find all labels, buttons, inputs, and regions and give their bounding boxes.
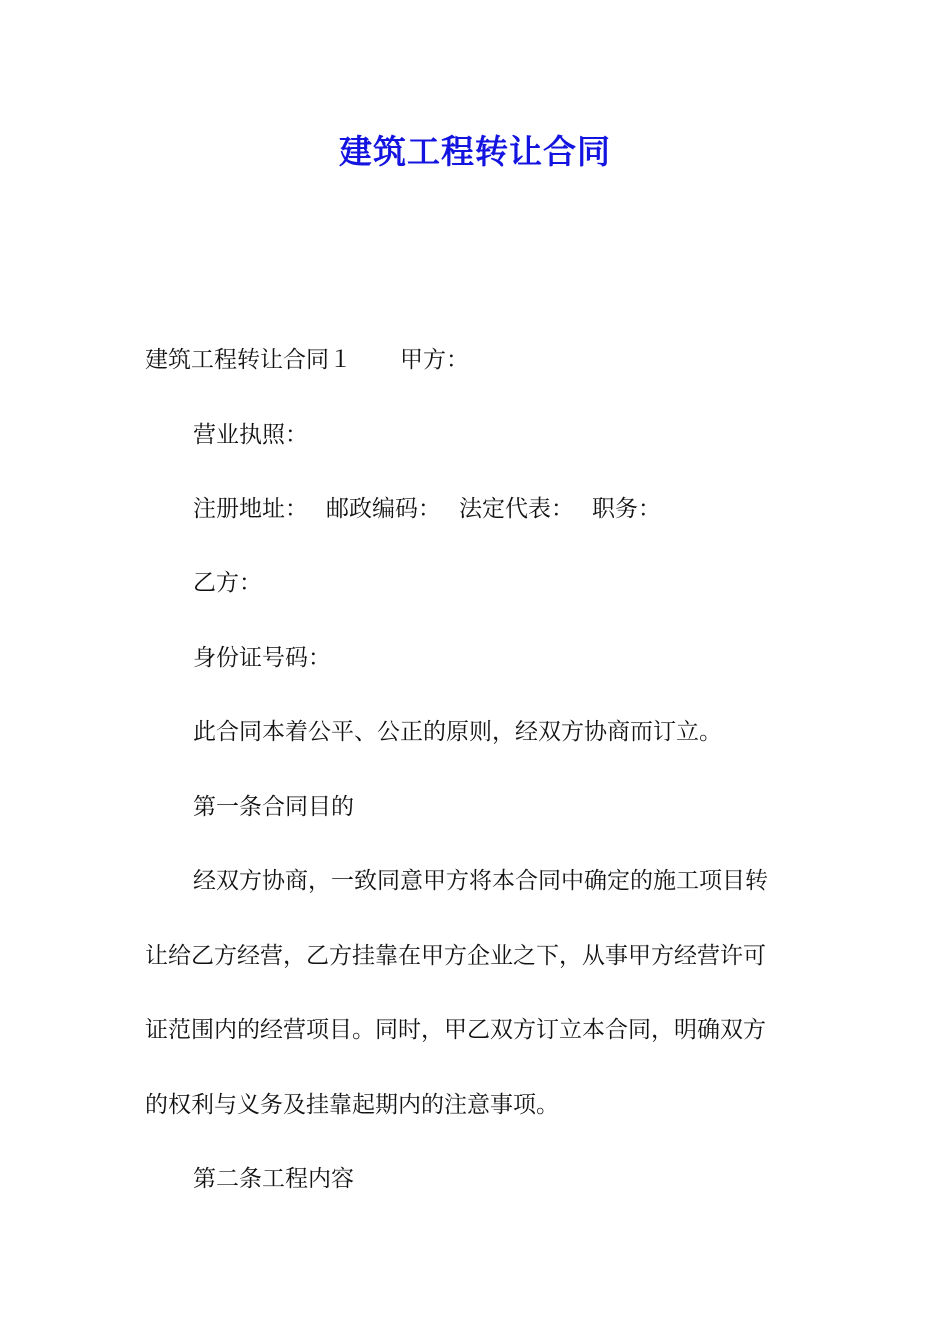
contract-number-label: 建筑工程转让合同１ xyxy=(145,347,352,373)
article-1-heading: 第一条合同目的 xyxy=(193,794,354,820)
article-1-paragraph-line-3: 证范围内的经营项目。同时，甲乙双方订立本合同，明确双方 xyxy=(145,1017,766,1043)
postal-code-label: 邮政编码： xyxy=(326,496,441,522)
position-label: 职务： xyxy=(592,496,661,522)
article-1-paragraph-line-2: 让给乙方经营，乙方挂靠在甲方企业之下，从事甲方经营许可 xyxy=(145,943,766,969)
document-title: 建筑工程转让合同 xyxy=(339,132,611,171)
party-a-details-line xyxy=(193,491,813,527)
article-1-paragraph-line-1: 经双方协商，一致同意甲方将本合同中确定的施工项目转 xyxy=(193,868,768,894)
business-license-line: 营业执照： xyxy=(193,422,308,448)
preamble-paragraph: 此合同本着公平、公正的原则，经双方协商而订立。 xyxy=(193,719,722,745)
article-2-heading: 第二条工程内容 xyxy=(193,1166,354,1192)
party-a-line xyxy=(145,342,810,378)
article-1-paragraph-line-4: 的权利与义务及挂靠起期内的注意事项。 xyxy=(145,1092,559,1118)
party-b-line: 乙方： xyxy=(193,570,262,596)
id-number-line: 身份证号码： xyxy=(193,645,331,671)
registered-address-label: 注册地址： xyxy=(193,496,308,522)
party-a-label: 甲方： xyxy=(400,347,469,373)
legal-representative-label: 法定代表： xyxy=(459,496,574,522)
